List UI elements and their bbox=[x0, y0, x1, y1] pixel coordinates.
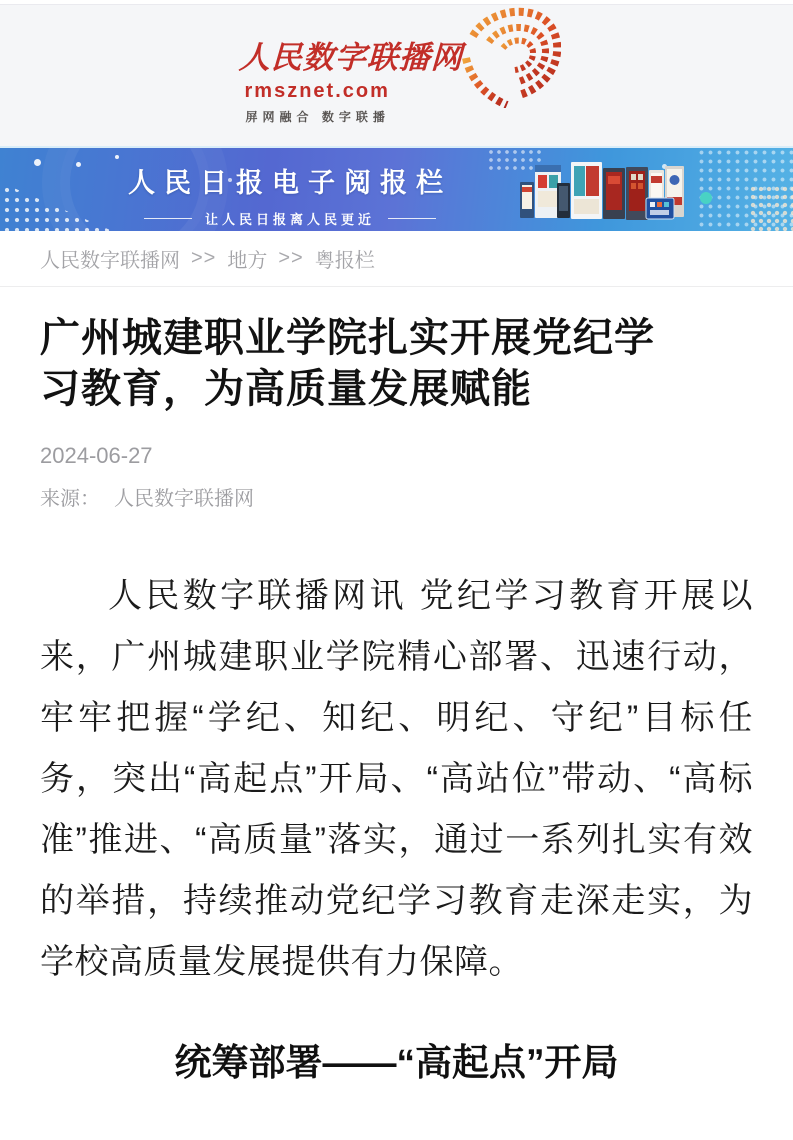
article bbox=[0, 313, 793, 1089]
logo-swoosh-icon bbox=[461, 2, 561, 108]
logo-slogan: 屏网融合 数字联播 bbox=[245, 110, 390, 124]
reading-kiosks-illustration bbox=[518, 152, 690, 222]
banner-line-left bbox=[144, 218, 192, 219]
article-paragraph: 人民数字联播网讯 党纪学习教育开展以来，广州城建职业学院精心部署、迅速行动，牢牢把握“学纪、知纪、明纪、守纪”目标任务，突出“高起点”开局、“高站位”带动、“高标准”推进、“高质量”落实，通过一系列扎实有效的举措，持续推动党纪学习教育走深走实，为学校高质量发展提供有力保障。 bbox=[40, 577, 753, 981]
logo-domain: rmsznet.com bbox=[244, 80, 390, 102]
article-subheading: 统筹部署——“高起点”开局 bbox=[174, 1042, 619, 1083]
banner-teal-dot bbox=[700, 192, 712, 204]
breadcrumb bbox=[0, 231, 793, 287]
article-title: 广州城建职业学院扎实开展党纪学习教育，为高质量发展赋能 bbox=[40, 316, 655, 411]
site-header bbox=[0, 5, 793, 146]
breadcrumb-item-region[interactable]: 地方 bbox=[227, 250, 268, 272]
banner-dot bbox=[115, 155, 119, 159]
source-name: 人民数字联播网 bbox=[114, 488, 254, 510]
banner-subtitle-row bbox=[128, 209, 452, 228]
breadcrumb-item-section[interactable]: 粤报栏 bbox=[314, 250, 375, 272]
site-logo[interactable] bbox=[239, 32, 555, 125]
banner-dot bbox=[76, 162, 81, 167]
logo-name: 人民数字联播网 bbox=[237, 40, 464, 75]
banner-title: 人民日报电子阅报栏 bbox=[128, 168, 452, 198]
source-label: 来源： bbox=[40, 488, 100, 510]
article-body bbox=[40, 566, 753, 993]
banner-text bbox=[128, 161, 452, 228]
epaper-promo-banner[interactable] bbox=[0, 146, 793, 231]
article-source-row bbox=[40, 482, 753, 511]
breadcrumb-separator: >> bbox=[278, 247, 304, 269]
breadcrumb-item-home[interactable]: 人民数字联播网 bbox=[40, 250, 180, 272]
banner-dot bbox=[34, 159, 41, 166]
banner-subtitle: 让人民日报离人民更近 bbox=[204, 212, 375, 227]
breadcrumb-separator: >> bbox=[191, 247, 217, 269]
article-date: 2024-06-27 bbox=[40, 443, 153, 468]
banner-dots-right-edge bbox=[749, 185, 793, 231]
banner-line-right bbox=[388, 218, 436, 219]
